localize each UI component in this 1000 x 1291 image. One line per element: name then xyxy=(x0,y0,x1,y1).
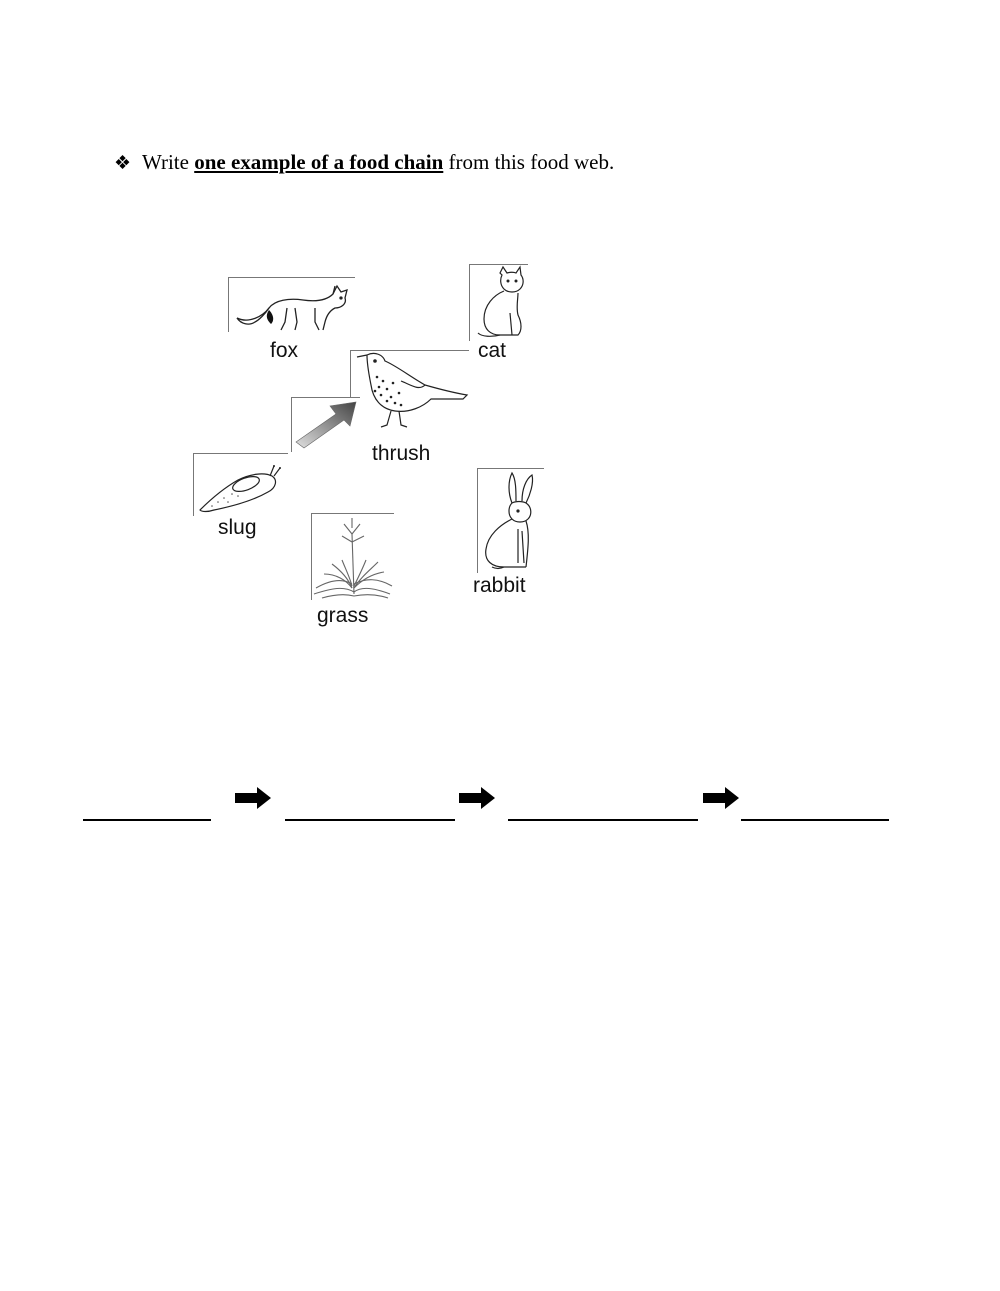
answer-blank-1[interactable] xyxy=(83,819,211,821)
fox-icon xyxy=(228,277,355,332)
slug-label: slug xyxy=(218,516,257,539)
thrush-label: thrush xyxy=(372,442,431,465)
gradient-arrow-icon xyxy=(291,397,360,452)
instruction-text xyxy=(114,150,614,175)
instruction-prefix: Write xyxy=(142,150,195,174)
grass-label: grass xyxy=(317,604,369,627)
rabbit-label: rabbit xyxy=(473,574,526,597)
instruction-suffix: from this food web. xyxy=(443,150,615,174)
answer-blank-2[interactable] xyxy=(285,819,455,821)
instruction-emphasis: one example of a food chain xyxy=(194,150,444,174)
right-arrow-icon xyxy=(703,787,739,809)
grass-icon xyxy=(311,513,394,600)
rabbit-icon xyxy=(477,468,544,573)
thrush-icon xyxy=(350,350,469,433)
answer-blank-4[interactable] xyxy=(741,819,889,821)
right-arrow-icon xyxy=(235,787,271,809)
cat-label: cat xyxy=(478,339,507,362)
bullet-icon: ❖ xyxy=(114,153,132,174)
slug-icon xyxy=(193,453,288,516)
right-arrow-icon xyxy=(459,787,495,809)
answer-blank-3[interactable] xyxy=(508,819,698,821)
fox-label: fox xyxy=(270,339,299,362)
cat-icon xyxy=(469,264,528,341)
